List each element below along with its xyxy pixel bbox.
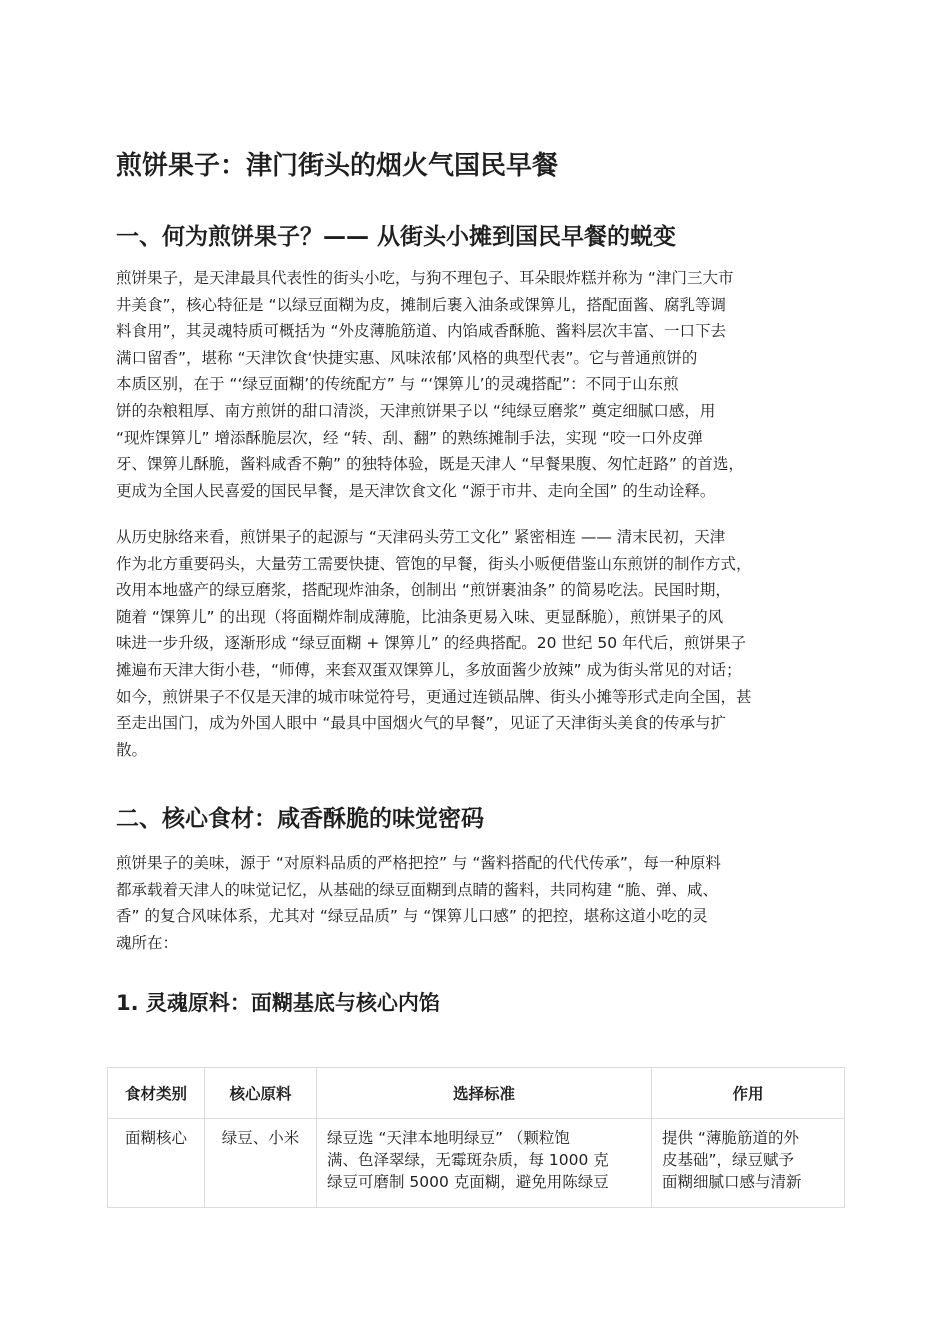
text-line: “现炸馃箅儿” 增添酥脆层次，经 “转、刮、翻” 的熟练摊制手法，实现 “咬一口外皮弹 <box>116 428 703 447</box>
text-line: 面糊细腻口感与清新 <box>662 1173 802 1191</box>
text-line: 摊遍布天津大街小巷，“师傅，来套双蛋双馃箅儿，多放面酱少放辣” 成为街头常见的对话； <box>116 660 742 679</box>
text-line: 从历史脉络来看，煎饼果子的起源与 “天津码头劳工文化” 紧密相连 —— 清末民初，天津 <box>116 528 726 546</box>
text-line: 煎饼果子，是天津最具代表性的街头小吃，与狗不理包子、耳朵眼炸糕并称为 “津门三大市 <box>116 269 734 287</box>
text-line: 井美食”，核心特征是 “以绿豆面糊为皮，摊制后裹入油条或馃箅儿，搭配面酱、腐乳等调 <box>116 295 726 314</box>
table-cell-ingredients: 绿豆、小米 <box>205 1119 317 1208</box>
text-line: 绿豆选 “天津本地明绿豆” （颗粒饱 <box>327 1129 570 1147</box>
section-1-paragraph-1 <box>116 265 842 504</box>
table-header-cell: 选择标准 <box>317 1068 652 1119</box>
text-line: 皮基础”，绿豆赋予 <box>662 1151 795 1169</box>
text-line: 牙、馃箅儿酥脆，酱料咸香不齁” 的独特体验，既是天津人 “早餐果腹、匆忙赶路” 的首选， <box>116 455 744 474</box>
table-cell-category: 面糊核心 <box>108 1119 205 1208</box>
text-line: 饼的杂粮粗厚、南方煎饼的甜口清淡，天津煎饼果子以 “纯绿豆磨浆” 奠定细腻口感，用 <box>116 401 716 420</box>
text-line: 都承载着天津人的味觉记忆，从基础的绿豆面糊到点睛的酱料，共同构建 “脆、弹、咸、 <box>116 880 718 899</box>
text-line: 绿豆可磨制 5000 克面糊，避免用陈绿豆 <box>327 1173 609 1191</box>
text-line: 改用本地盛产的绿豆磨浆，搭配现炸油条，创制出 “煎饼裹油条” 的简易吃法。民国时期， <box>116 581 731 600</box>
text-line: 提供 “薄脆筋道的外 <box>662 1129 799 1147</box>
section-1-heading: 一、何为煎饼果子？—— 从街头小摊到国民早餐的蜕变 <box>116 224 677 250</box>
text-line: 随着 “馃箅儿” 的出现（将面糊炸制成薄脆，比油条更易入味、更显酥脆），煎饼果子的风 <box>116 607 724 626</box>
text-line: 至走出国门，成为外国人眼中 “最具中国烟火气的早餐”，见证了天津街头美食的传承与扩 <box>116 714 726 733</box>
text-line: 更成为全国人民喜爱的国民早餐，是天津饮食文化 “源于市井、走向全国” 的生动诠释。 <box>116 481 716 500</box>
subsection-heading: 1. 灵魂原料：面糊基底与核心内馅 <box>116 991 440 1015</box>
text-line: 如今，煎饼果子不仅是天津的城市味觉符号，更通过连锁品牌、街头小摊等形式走向全国，甚 <box>116 687 752 706</box>
table-row <box>108 1119 845 1208</box>
table-header-row <box>108 1068 845 1119</box>
table-header-cell: 食材类别 <box>108 1068 205 1119</box>
text-line: 散。 <box>116 740 148 759</box>
text-line: 香” 的复合风味体系，尤其对 “绿豆品质” 与 “馃箅儿口感” 的把控，堪称这道小吃的灵 <box>116 907 708 926</box>
text-line: 满口留香”，堪称 “天津饮食‘快捷实惠、风味浓郁’风格的典型代表”。它与普通煎饼的 <box>116 348 698 367</box>
section-2-paragraph <box>116 850 842 956</box>
table-cell-criteria <box>317 1119 652 1208</box>
table-cell-effect <box>652 1119 845 1208</box>
text-line: 味进一步升级，逐渐形成 “绿豆面糊 + 馃箅儿” 的经典搭配。20 世纪 50 年代后，煎饼果子 <box>116 634 746 653</box>
section-2-heading: 二、核心食材：咸香酥脆的味觉密码 <box>116 806 484 832</box>
table-header-cell: 作用 <box>652 1068 845 1119</box>
document-title: 煎饼果子：津门街头的烟火气国民早餐 <box>116 151 559 181</box>
table-header-cell: 核心原料 <box>205 1068 317 1119</box>
text-line: 煎饼果子的美味，源于 “对原料品质的严格把控” 与 “酱料搭配的代代传承”，每一种原料 <box>116 854 721 872</box>
text-line: 料食用”，其灵魂特质可概括为 “外皮薄脆筋道、内馅咸香酥脆、酱料层次丰富、一口下去 <box>116 322 726 341</box>
text-line: 作为北方重要码头，大量劳工需要快捷、管饱的早餐，街头小贩便借鉴山东煎饼的制作方式， <box>116 554 752 573</box>
text-line: 本质区别，在于 “‘绿豆面糊’的传统配方” 与 “‘馃箅儿’的灵魂搭配”：不同于山东煎 <box>116 375 679 394</box>
text-line: 魂所在： <box>116 933 179 952</box>
ingredients-table <box>107 1067 845 1208</box>
text-line: 满、色泽翠绿，无霉斑杂质，每 1000 克 <box>327 1151 609 1169</box>
section-1-paragraph-2 <box>116 524 842 763</box>
